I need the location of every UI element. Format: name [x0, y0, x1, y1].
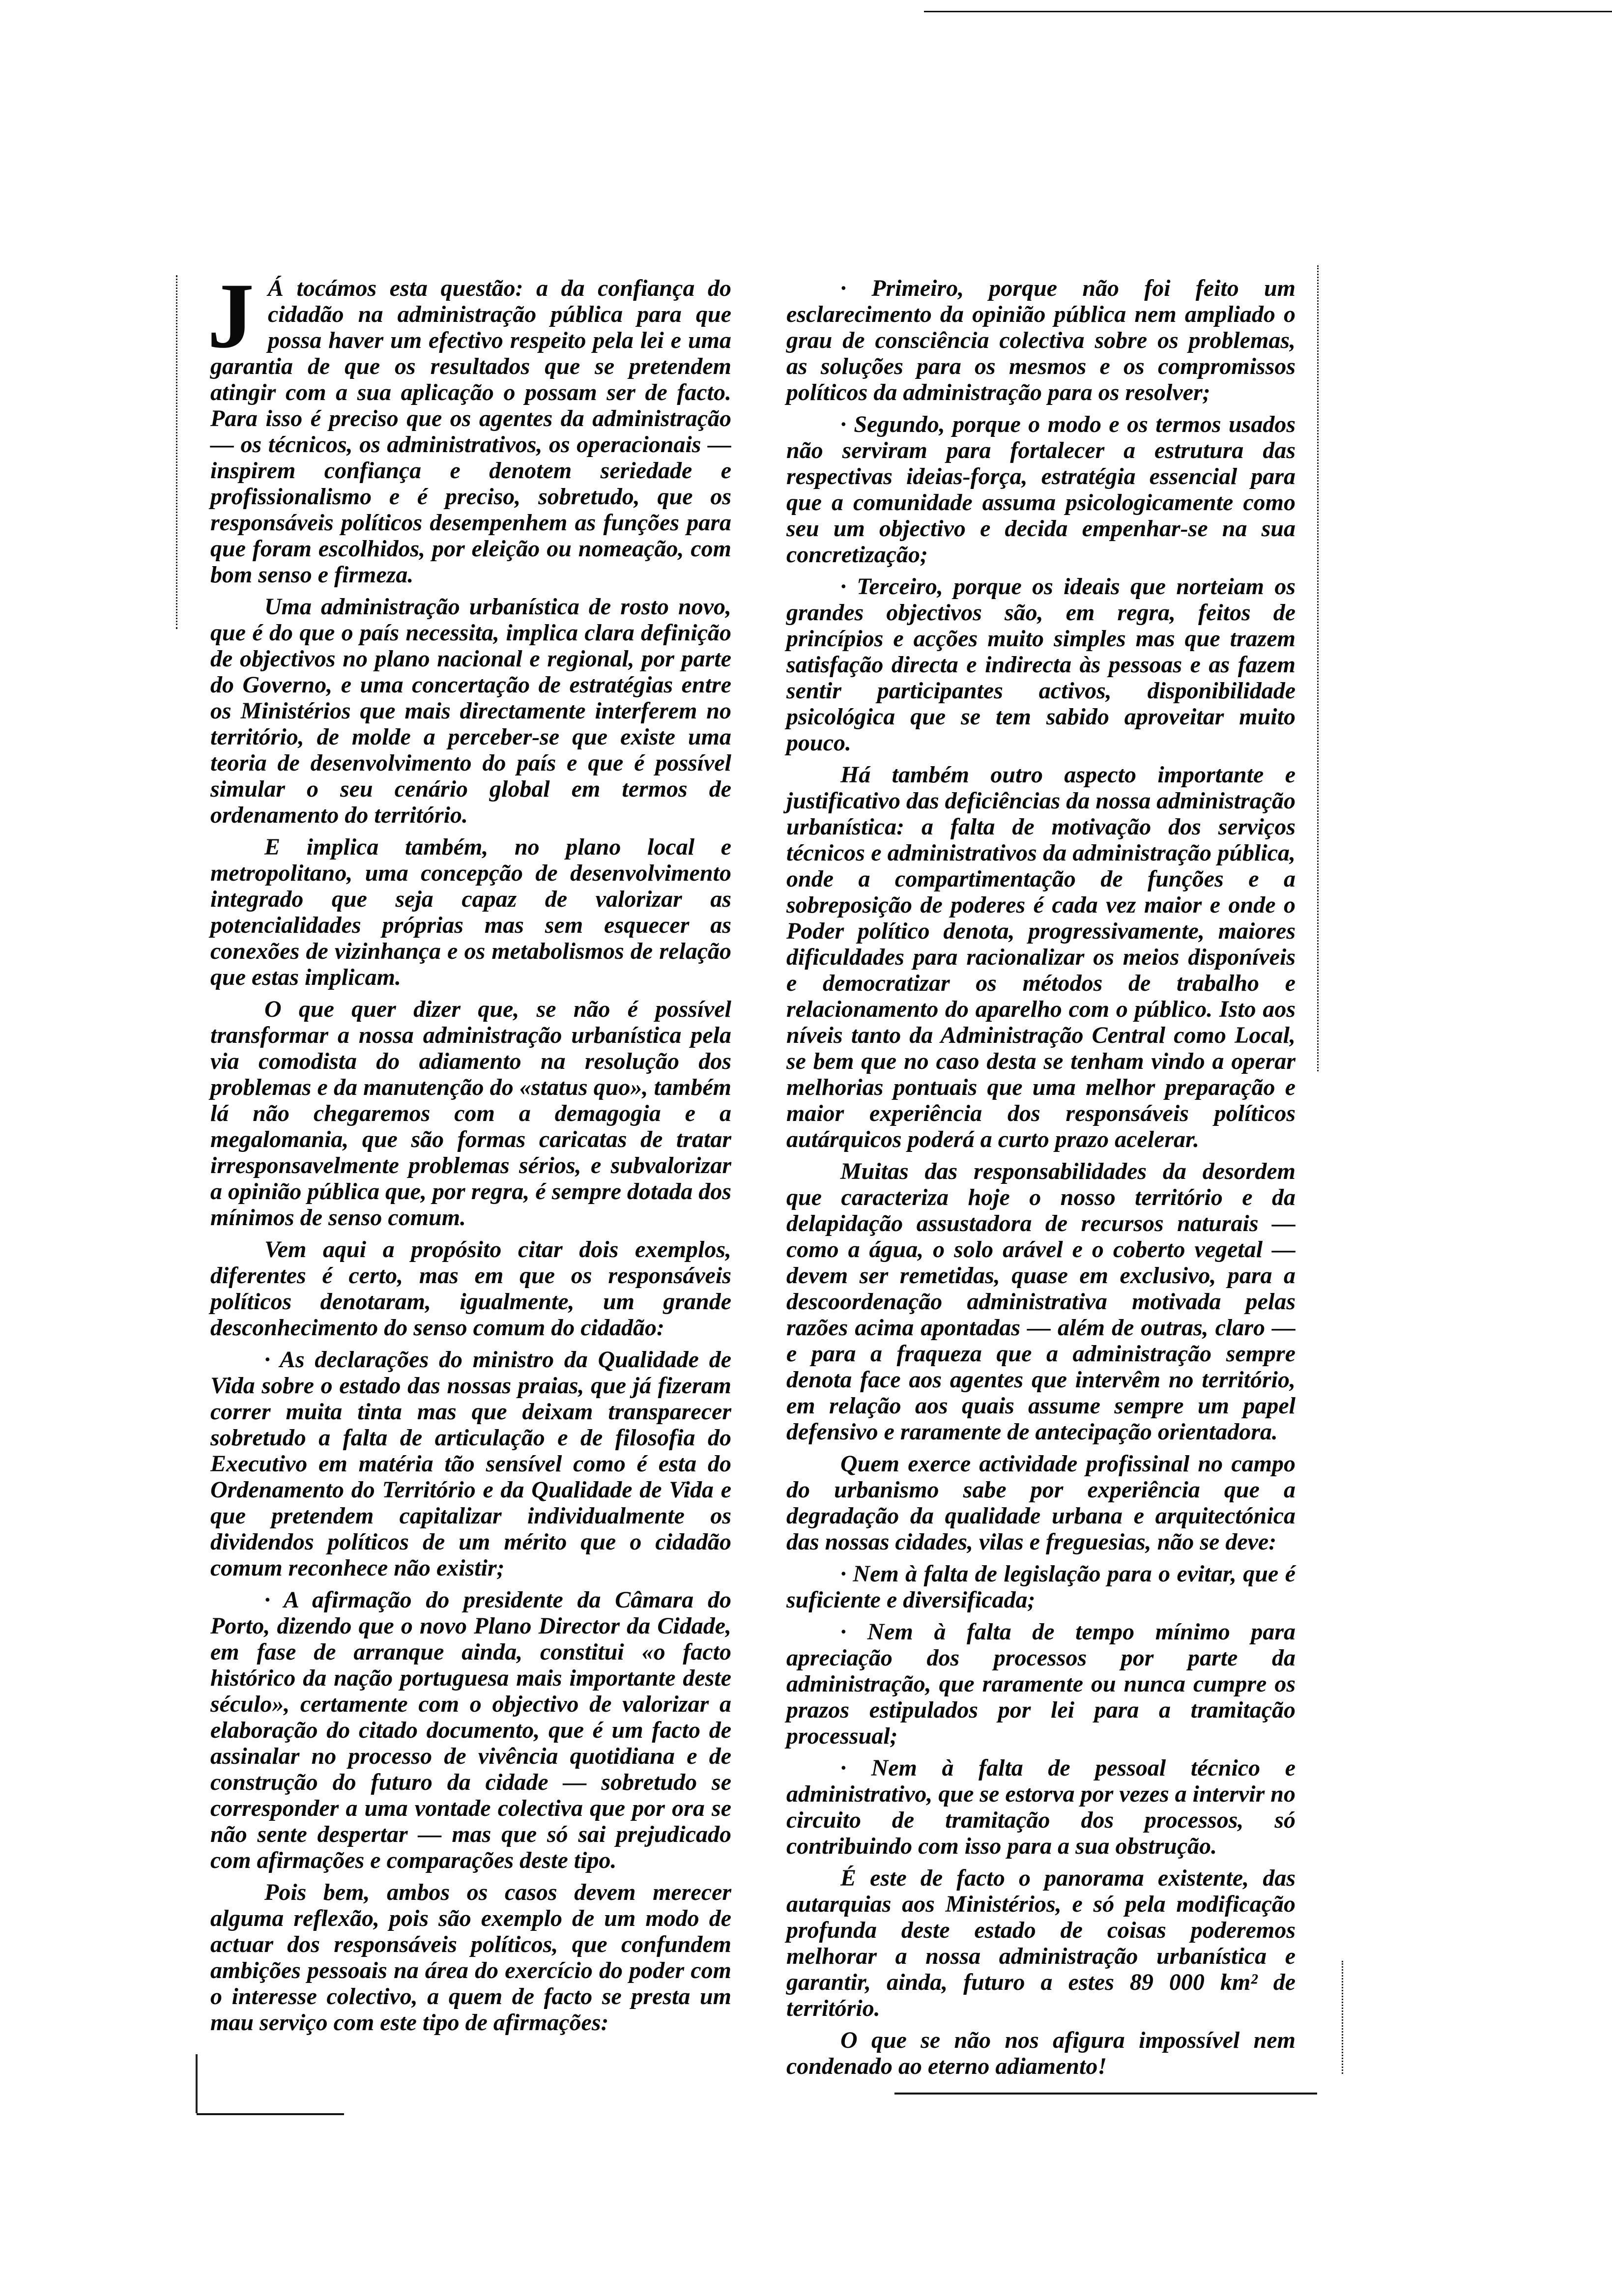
paragraph: Há também outro aspecto importante e justificativo das deficiências da nossa administração urbanística: a falta de motivação dos serviços técnicos e administrativos da administração pública, onde a compartimentação de funções e a sobreposição de poderes é cada vez maior e onde o Poder político denota, progressivamente, maiores dificuldades para racionalizar os meios disponíveis e democratizar os métodos de trabalho e relacionamento do aparelho com o público. Isto aos níveis tanto da Administração Central como Local, se bem que no caso desta se tenham vindo a operar melhorias pontuais que uma melhor preparação e maior experiência dos responsáveis políticos autárquicos poderá a curto prazo acelerar.: [786, 762, 1296, 1152]
top-scan-rule: [924, 11, 1612, 12]
bullet-paragraph: · Primeiro, porque não foi feito um esclarecimento da opinião pública nem ampliado o grau de consciência colectiva sobre os problemas, as soluções para os mesmos e os compromissos políticos da administração para os resolver;: [786, 275, 1295, 405]
article-left-column: [207, 264, 732, 2041]
closing-paragraph: O que se não nos afigura impossível nem condenado ao eterno adiamento!: [786, 2027, 1295, 2079]
paragraph-text: Á tocámos esta questão: a da confiança do cidadão na administração pública para que possa haver um efectivo respeito pela lei e uma garantia de que os resultados que se pretendem atingir com a sua aplicação o possam ser de facto. Para isso é preciso que os agentes da administração — os técnicos, os administrativos, os operacionais — inspirem confiança e denotem seriedade e profissionalismo e é preciso, sobretudo, que os responsáveis políticos desempenhem as funções para que foram escolhidos, por eleição ou nomeação, com bom senso e firmeza.: [210, 275, 731, 588]
bullet-paragraph: · Segundo, porque o modo e os termos usados não serviram para fortalecer a estrutura das respectivas ideias-força, estratégia essencial para que a comunidade assuma psicologicamente como seu um objectivo e decida empenhar-se na sua concretização;: [786, 411, 1295, 568]
bullet-paragraph: · Nem à falta de tempo mínimo para apreciação dos processos por parte da administração, que raramente ou nunca cumpre os prazos estipulados por lei para a tramitação processual;: [786, 1619, 1295, 1749]
left-margin-marks: [176, 275, 177, 629]
paragraph: [207, 264, 731, 588]
paragraph: O que quer dizer que, se não é possível transformar a nossa administração urbanística pela via comodista do adiamento na resolução dos problemas e da manutenção do «status quo», também lá não chegaremos com a demagogia e a megalomania, que são formas caricatas de tratar irresponsavelmente problemas sérios, e subvalorizar a opinião pública que, por regra, é sempre dotada dos mínimos de senso comum.: [210, 996, 732, 1231]
paragraph: Pois bem, ambos os casos devem merecer alguma reflexão, pois são exemplo de um modo de actuar dos responsáveis políticos, que confundem ambições pessoais na área do exercício do poder com o interesse colectivo, a quem de facto se presta um mau serviço com este tipo de afirmações:: [210, 1879, 731, 2036]
right-margin-marks: [1317, 265, 1319, 1071]
paragraph: Quem exerce actividade profissinal no campo do urbanismo sabe por experiência que a degradação da qualidade urbana e arquitectónica das nossas cidades, vilas e freguesias, não se deve:: [786, 1451, 1295, 1555]
right-bottom-marks: [1342, 1961, 1343, 2074]
bullet-paragraph: · A afirmação do presidente da Câmara do Porto, dizendo que o novo Plano Director da Cidade, em fase de arranque ainda, constitui «o facto histórico da nação portuguesa mais importante deste século», certamente com o objectivo de valorizar a elaboração do citado documento, que é um facto de assinalar no processo de vivência quotidiana e de construção do futuro da cidade — sobretudo se corresponder a uma vontade colectiva que por ora se não sente despertar — mas que só sai prejudicado com afirmações e comparações deste tipo.: [210, 1587, 731, 1873]
drop-cap: J: [207, 264, 254, 368]
left-bottom-mark: [196, 2054, 198, 2113]
article-right-column: [786, 275, 1295, 2085]
bullet-paragraph: · Nem à falta de legislação para o evitar, que é suficiente e diversificada;: [786, 1561, 1295, 1613]
bullet-paragraph: · As declarações do ministro da Qualidade de Vida sobre o estado das nossas praias, que já fizeram correr muita tinta mas que deixam transparecer sobretudo a falta de articulação e de filosofia do Executivo em matéria tão sensível como é esta do Ordenamento do Território e da Qualidade de Vida e que pretendem capitalizar individualmente os dividendos políticos de um mérito que o cidadão comum reconhece não existir;: [210, 1347, 731, 1581]
right-bottom-rule: [894, 2093, 1317, 2095]
paragraph: Uma administração urbanística de rosto novo, que é do que o país necessita, implica clara definição de objectivos no plano nacional e regional, por parte do Governo, e uma concertação de estratégias entre os Ministérios que mais directamente interferem no território, de molde a perceber-se que existe uma teoria de desenvolvimento do país e que é possível simular o seu cenário global em termos de ordenamento do território.: [210, 594, 731, 828]
paragraph: Muitas das responsabilidades da desordem que caracteriza hoje o nosso território e da delapidação assustadora de recursos naturais — como a água, o solo arável e o coberto vegetal — devem ser remetidas, quase em exclusivo, para a descoordenação administrativa motivada pelas razões acima apontadas — além de outras, claro — e para a fraqueza que a administração sempre denota face aos agentes que intervêm no território, em relação aos quais assume sempre um papel defensivo e raramente de antecipação orientadora.: [786, 1158, 1295, 1445]
paragraph: E implica também, no plano local e metropolitano, uma concepção de desenvolvimento integrado que seja capaz de valorizar as potencialidades próprias mas sem esquecer as conexões de vizinhança e os metabolismos de relação que estas implicam.: [210, 834, 731, 990]
paragraph: É este de facto o panorama existente, das autarquias aos Ministérios, e só pela modificação profunda deste estado de coisas poderemos melhorar a nossa administração urbanística e garantir, ainda, futuro a estes 89 000 km² de território.: [786, 1865, 1295, 2021]
left-bottom-rule: [197, 2113, 344, 2115]
paragraph: Vem aqui a propósito citar dois exemplos, diferentes é certo, mas em que os responsáveis políticos denotaram, igualmente, um grande desconhecimento do senso comum do cidadão:: [210, 1236, 731, 1341]
bullet-paragraph: · Terceiro, porque os ideais que norteiam os grandes objectivos são, em regra, feitos de princípios e acções muito simples mas que trazem satisfação directa e indirecta às pessoas e as fazem sentir participantes activos, disponibilidade psicológica que se tem sabido aproveitar muito pouco.: [786, 574, 1295, 756]
bullet-paragraph: · Nem à falta de pessoal técnico e administrativo, que se estorva por vezes a intervir no circuito de tramitação dos processos, só contribuindo com isso para a sua obstrução.: [786, 1755, 1295, 1859]
